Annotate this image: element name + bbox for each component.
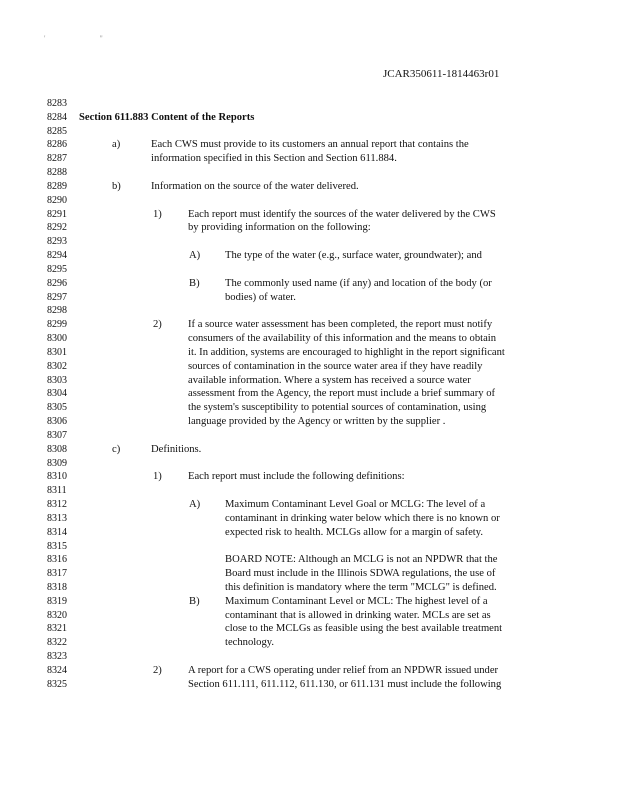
line-text: Section 611.111, 611.112, 611.130, or 611.131 must include the following bbox=[188, 678, 502, 690]
scan-marks: ' " bbox=[44, 34, 129, 43]
document-line bbox=[0, 318, 618, 332]
line-text: close to the MCLGs as feasible using the best available treatment bbox=[225, 623, 503, 635]
line-text: contaminant that is allowed in drinking water. MCLs are set as bbox=[225, 609, 491, 621]
line-number: 8285 bbox=[47, 125, 67, 137]
document-line bbox=[0, 111, 618, 125]
subsection-label: b) bbox=[112, 180, 121, 192]
line-text: The commonly used name (if any) and location of the body (or bbox=[225, 277, 492, 289]
line-number: 8323 bbox=[47, 651, 67, 663]
line-text: sources of contamination in the source water area if they have readily bbox=[188, 360, 483, 372]
line-text: Information on the source of the water delivered. bbox=[151, 180, 359, 192]
document-line bbox=[0, 304, 618, 318]
line-number: 8293 bbox=[47, 236, 67, 248]
document-line bbox=[0, 291, 618, 305]
line-text: information specified in this Section and Section 611.884. bbox=[151, 153, 397, 165]
line-number: 8287 bbox=[47, 153, 67, 165]
line-number: 8286 bbox=[47, 139, 67, 151]
line-number: 8298 bbox=[47, 305, 67, 317]
document-line bbox=[0, 567, 618, 581]
document-line bbox=[0, 622, 618, 636]
document-line bbox=[0, 470, 618, 484]
line-text: language provided by the Agency or written by the supplier . bbox=[188, 416, 446, 428]
line-number: 8295 bbox=[47, 263, 67, 275]
document-line bbox=[0, 498, 618, 512]
document-line bbox=[0, 429, 618, 443]
line-number: 8302 bbox=[47, 360, 67, 372]
line-text: Each report must identify the sources of the water delivered by the CWS bbox=[188, 208, 496, 220]
subsection-label: 2) bbox=[153, 319, 162, 331]
document-line bbox=[0, 194, 618, 208]
document-line bbox=[0, 97, 618, 111]
line-number: 8315 bbox=[47, 540, 67, 552]
line-number: 8284 bbox=[47, 111, 67, 123]
document-line bbox=[0, 581, 618, 595]
line-text: Board must include in the Illinois SDWA regulations, the use of bbox=[225, 568, 496, 580]
line-text: Each report must include the following definitions: bbox=[188, 471, 405, 483]
subsection-label: c) bbox=[112, 443, 121, 455]
document-line bbox=[0, 636, 618, 650]
line-text: technology. bbox=[225, 637, 275, 649]
document-line bbox=[0, 332, 618, 346]
subsection-label: B) bbox=[189, 595, 200, 607]
line-number: 8324 bbox=[47, 664, 67, 676]
document-line bbox=[0, 138, 618, 152]
subsection-label: 1) bbox=[153, 208, 162, 220]
line-text: Maximum Contaminant Level Goal or MCLG: The level of a bbox=[225, 499, 486, 511]
line-text: Maximum Contaminant Level or MCL: The highest level of a bbox=[225, 595, 488, 607]
subsection-label: B) bbox=[189, 277, 200, 289]
document-line bbox=[0, 401, 618, 415]
line-text: Each CWS must provide to its customers an annual report that contains the bbox=[151, 139, 469, 151]
document-line bbox=[0, 235, 618, 249]
line-number: 8320 bbox=[47, 609, 67, 621]
document-line bbox=[0, 387, 618, 401]
document-line bbox=[0, 374, 618, 388]
line-text: Definitions. bbox=[151, 443, 202, 455]
document-line bbox=[0, 540, 618, 554]
line-number: 8290 bbox=[47, 194, 67, 206]
line-text: contaminant in drinking water below which there is no known or bbox=[225, 512, 500, 524]
document-line bbox=[0, 678, 618, 692]
document-line bbox=[0, 166, 618, 180]
line-number: 8308 bbox=[47, 443, 67, 455]
line-text: If a source water assessment has been completed, the report must notify bbox=[188, 319, 493, 331]
line-number: 8283 bbox=[47, 98, 67, 109]
document-line bbox=[0, 152, 618, 166]
line-number: 8316 bbox=[47, 554, 67, 566]
line-number: 8309 bbox=[47, 457, 67, 469]
line-text: the system's susceptibility to potential sources of contamination, using bbox=[188, 402, 487, 414]
document-line bbox=[0, 415, 618, 429]
line-number: 8301 bbox=[47, 346, 67, 358]
document-line bbox=[0, 277, 618, 291]
line-text: available information. Where a system has received a source water bbox=[188, 374, 471, 386]
line-number: 8306 bbox=[47, 416, 67, 428]
document-line bbox=[0, 221, 618, 235]
subsection-label: A) bbox=[189, 499, 201, 511]
document-line bbox=[0, 664, 618, 678]
document-line bbox=[0, 526, 618, 540]
line-text: consumers of the availability of this information and the means to obtain bbox=[188, 333, 497, 345]
line-number: 8297 bbox=[47, 291, 67, 303]
line-text: it. In addition, systems are encouraged to highlight in the report significant bbox=[188, 346, 505, 358]
line-text: BOARD NOTE: Although an MCLG is not an NPDWR that the bbox=[225, 554, 498, 566]
line-number: 8312 bbox=[47, 499, 67, 511]
section-heading: Section 611.883 Content of the Reports bbox=[79, 111, 255, 123]
document-line bbox=[0, 553, 618, 567]
line-number: 8313 bbox=[47, 512, 67, 524]
document-line bbox=[0, 346, 618, 360]
line-number: 8325 bbox=[47, 678, 67, 690]
document-line bbox=[0, 180, 618, 194]
subsection-label: 2) bbox=[153, 664, 162, 676]
line-text: assessment from the Agency, the report must include a brief summary of bbox=[188, 388, 496, 400]
document-line bbox=[0, 360, 618, 374]
line-number: 8310 bbox=[47, 471, 67, 483]
document-line bbox=[0, 457, 618, 471]
line-number: 8296 bbox=[47, 277, 67, 289]
line-number: 8305 bbox=[47, 402, 67, 414]
line-text: expected risk to health. MCLGs allow for a margin of safety. bbox=[225, 526, 484, 538]
line-number: 8311 bbox=[47, 485, 67, 497]
document-body bbox=[0, 97, 618, 692]
line-number: 8322 bbox=[47, 637, 67, 649]
line-number: 8288 bbox=[47, 167, 67, 179]
line-number: 8300 bbox=[47, 333, 67, 345]
line-number: 8321 bbox=[47, 623, 67, 635]
document-line bbox=[0, 125, 618, 139]
line-number: 8294 bbox=[47, 250, 67, 262]
subsection-label: A) bbox=[189, 250, 201, 262]
document-line bbox=[0, 443, 618, 457]
document-line bbox=[0, 609, 618, 623]
line-number: 8291 bbox=[47, 208, 67, 220]
line-number: 8319 bbox=[47, 595, 67, 607]
line-number: 8307 bbox=[47, 429, 67, 441]
line-number: 8317 bbox=[47, 568, 67, 580]
subsection-label: a) bbox=[112, 139, 121, 151]
line-text: this definition is mandatory where the term "MCLG" is defined. bbox=[225, 581, 497, 593]
document-line bbox=[0, 484, 618, 498]
line-number: 8303 bbox=[47, 374, 67, 386]
line-number: 8318 bbox=[47, 581, 67, 593]
line-text: by providing information on the following: bbox=[188, 222, 371, 234]
document-line bbox=[0, 249, 618, 263]
document-id: JCAR350611-1814463r01 bbox=[383, 68, 500, 80]
line-number: 8289 bbox=[47, 180, 67, 192]
document-line bbox=[0, 263, 618, 277]
document-line bbox=[0, 208, 618, 222]
subsection-label: 1) bbox=[153, 471, 162, 483]
line-text: A report for a CWS operating under relief from an NPDWR issued under bbox=[188, 664, 499, 676]
line-number: 8304 bbox=[47, 388, 67, 400]
line-number: 8299 bbox=[47, 319, 67, 331]
document-line bbox=[0, 595, 618, 609]
document-line bbox=[0, 512, 618, 526]
line-text: bodies) of water. bbox=[225, 291, 296, 303]
line-number: 8314 bbox=[47, 526, 67, 538]
document-line bbox=[0, 650, 618, 664]
line-number: 8292 bbox=[47, 222, 67, 234]
line-text: The type of the water (e.g., surface water, groundwater); and bbox=[225, 250, 482, 262]
